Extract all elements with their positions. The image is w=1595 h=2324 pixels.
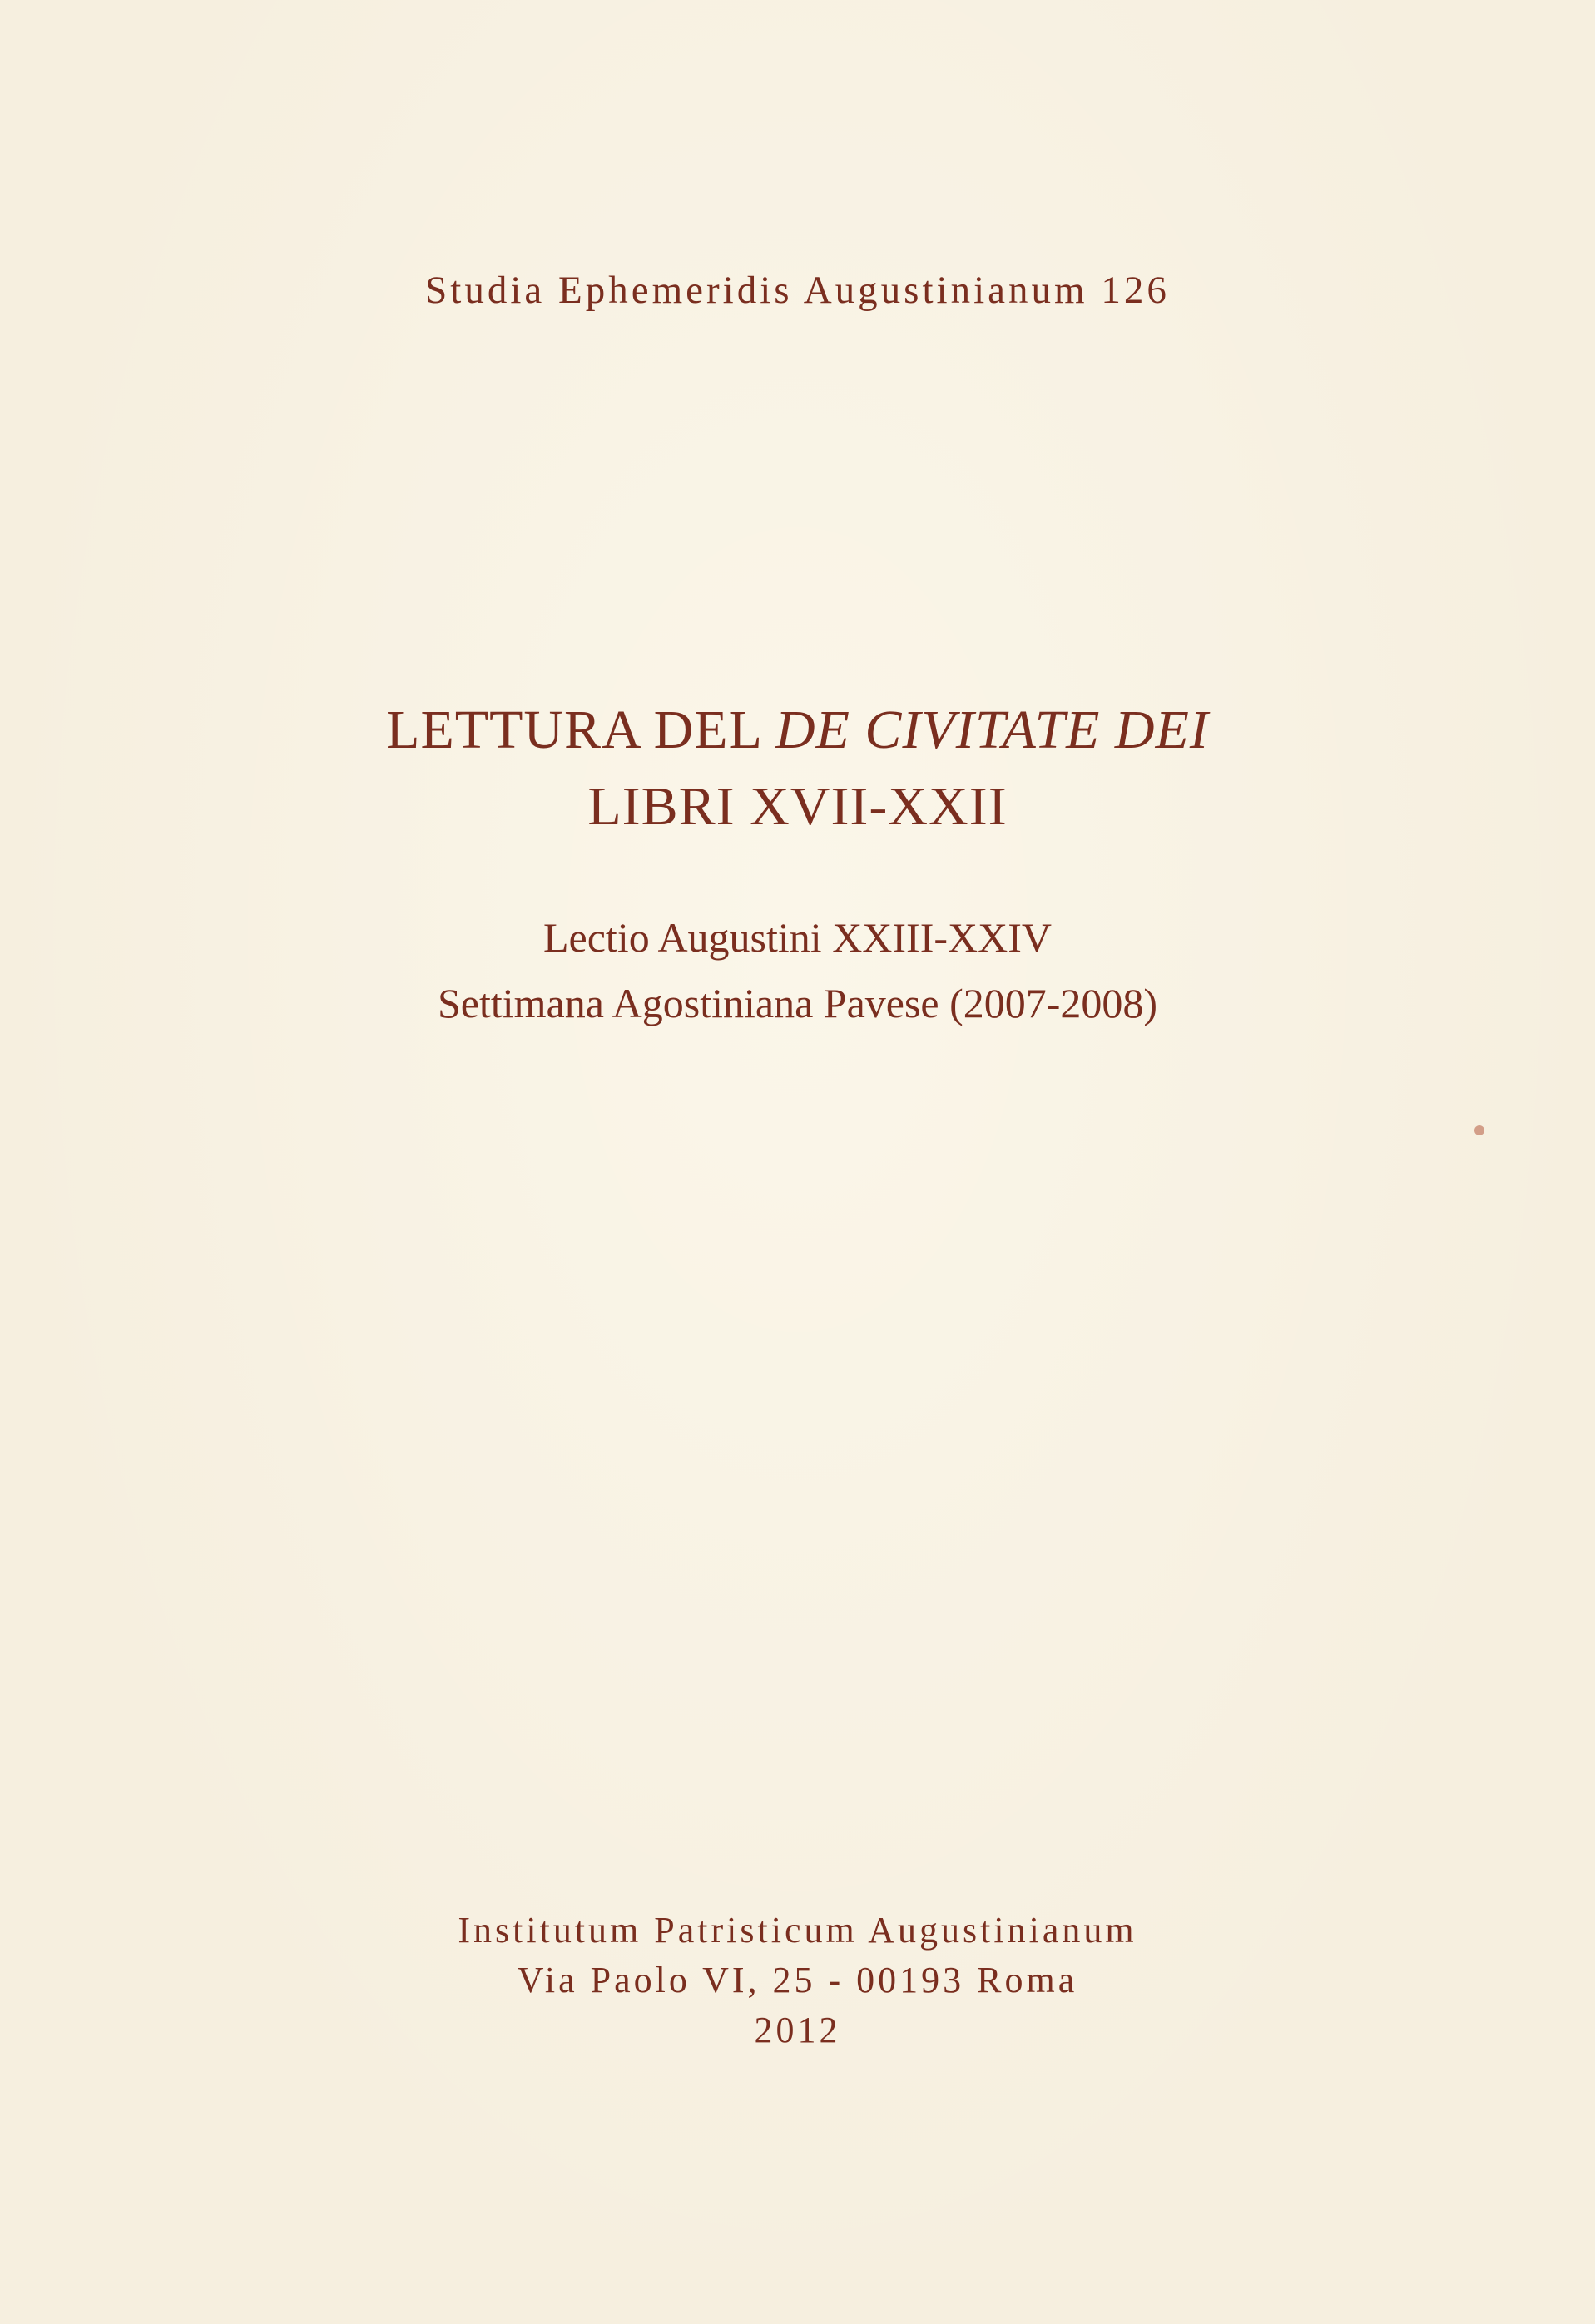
- subtitle-line-2: Settimana Agostiniana Pavese (2007-2008): [437, 980, 1158, 1026]
- main-title-line-1: [0, 699, 1595, 762]
- publisher-name: Institutum Patristicum Augustinianum: [458, 1910, 1137, 1951]
- subtitle-line-1: Lectio Augustini XXIII-XXIV: [543, 914, 1052, 961]
- main-title-line-2: LIBRI XVII-XXII: [587, 776, 1008, 837]
- publication-year: 2012: [754, 2010, 841, 2050]
- series-title: Studia Ephemeridis Augustinianum 126: [425, 269, 1170, 312]
- main-title-italic: DE CIVITATE DEI: [775, 700, 1209, 760]
- publisher-address: Via Paolo VI, 25 - 00193 Roma: [517, 1960, 1078, 2000]
- paper-speck: [1474, 1125, 1484, 1135]
- main-title-prefix: LETTURA DEL: [386, 700, 775, 760]
